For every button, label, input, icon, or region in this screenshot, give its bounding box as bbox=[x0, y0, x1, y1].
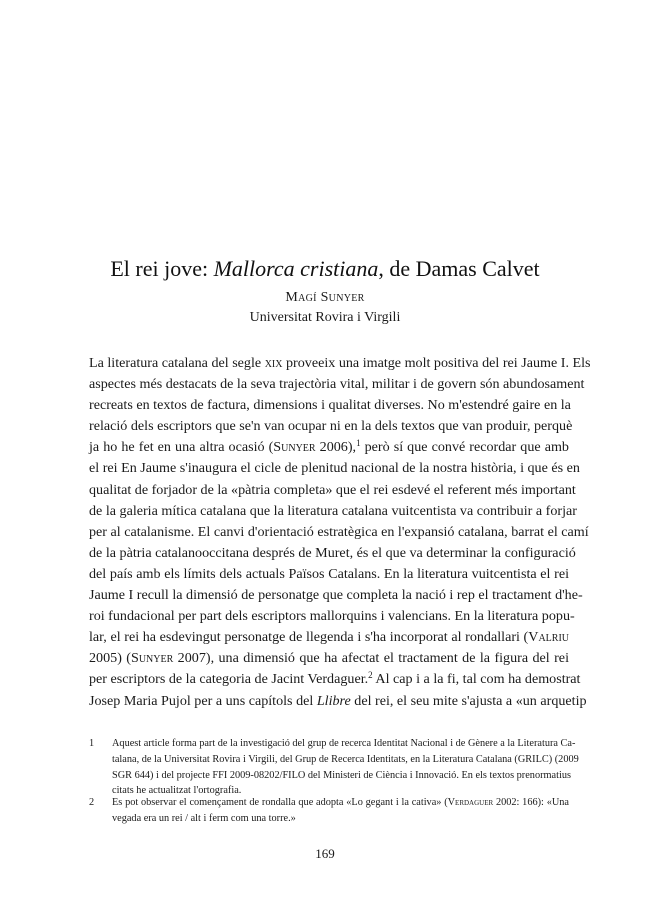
footnote-text: Es pot observar el començament de rondalla que adopta «Lo gegant i la cativa» (Verdaguer 2002: 166): «Una vegada era un rei / alt i ferm com una torre.» bbox=[112, 797, 569, 824]
body-line: roi fundacional per part dels escriptors mallorquins i valencians. En la literatura popu- bbox=[89, 608, 575, 625]
citation-author: Sunyer bbox=[130, 650, 174, 667]
title-part-2: , de Damas Calvet bbox=[378, 256, 540, 281]
citation-author: Sunyer bbox=[273, 439, 316, 456]
page-number: 169 bbox=[315, 846, 335, 861]
footnote-number: 2 bbox=[89, 797, 95, 808]
footnote-1 bbox=[89, 736, 579, 799]
footnote-2 bbox=[89, 795, 569, 827]
body-line: Josep Maria Pujol per a uns capítols del Llibre del rei, el seu mite s'ajusta a «un arquetip bbox=[89, 692, 587, 709]
footnote-text: Aquest article forma part de la investigació del grup de recerca Identitat Nacional i de Gènere a la Literatura Ca- talana, de la Universitat Rovira i Virgili, del Grup de Recerca Identitats, en la Literatura Catalana (GRILC) (2009 SGR 644) i del projecte FFI 2009-08202/FILO del Ministeri de Ciència i Innovació. En els textos prenormatius citats he actualitzat l'ortografia. bbox=[112, 738, 579, 797]
article-title bbox=[0, 254, 650, 284]
body-paragraph bbox=[89, 353, 591, 712]
footnote-ref-1: 1 bbox=[356, 438, 361, 449]
title-italic-work: Mallorca cristiana bbox=[213, 256, 379, 281]
body-line: Jaume I recull la dimensió de personatge que completa la nació i rep el tractament d'he- bbox=[89, 587, 583, 604]
author-name: Magí Sunyer bbox=[285, 290, 365, 305]
italic-work-title: Llibre bbox=[316, 692, 351, 709]
title-part-1: El rei jove: bbox=[110, 256, 214, 281]
body-line: de la galeria mítica catalana que la literatura catalana vuitcentista va contribuir a forjar bbox=[89, 502, 577, 519]
body-line: La literatura catalana del segle xix proveeix una imatge molt positiva del rei Jaume I. Els bbox=[89, 355, 591, 371]
footnote-ref-2: 2 bbox=[368, 670, 373, 681]
citation-author: Verdaguer bbox=[447, 797, 494, 808]
footnote-number: 1 bbox=[89, 738, 95, 749]
author-affiliation: Universitat Rovira i Virgili bbox=[249, 310, 401, 325]
body-line: lar, el rei ha esdevingut personatge de llegenda i s'ha incorporat al rondallari (Valriu bbox=[89, 629, 569, 646]
body-line: 2005) (Sunyer 2007), una dimensió que ha afectat el tractament de la figura del rei bbox=[89, 650, 569, 667]
body-line: de la pàtria catalanooccitana després de Muret, és el que va determinar la configuració bbox=[89, 544, 576, 561]
body-line: per al catalanisme. El canvi d'orientació estratègica en l'expansió catalana, barrat el camí bbox=[89, 523, 589, 540]
body-line: aspectes més destacats de la seva trajectòria vital, militar i de govern són abundosament bbox=[89, 376, 585, 393]
body-line: el rei En Jaume s'inaugura el cicle de plenitud nacional de la nostra història, i que és en bbox=[89, 460, 580, 477]
body-line: per escriptors de la categoria de Jacint Verdaguer.$^2$ Al cap i a la fi, tal com ha demostrat bbox=[89, 670, 581, 688]
citation-author: Valriu bbox=[528, 629, 569, 646]
body-line: del país amb els límits dels actuals Països Catalans. En la literatura vuitcentista el rei bbox=[89, 565, 569, 582]
body-line: qualitat de forjador de la «pàtria completa» que el rei esdevé el referent més important bbox=[89, 481, 576, 498]
body-line: relació dels escriptors que se'n van ocupar ni en la dels textos que van produir, perquè bbox=[89, 418, 573, 435]
body-line: ja ho he fet en una altra ocasió (Sunyer 2006),$^1$ però sí que convé recordar que amb bbox=[89, 438, 569, 456]
body-line: recreats en textos de factura, dimensions i qualitat diverses. No m'estendré gaire en la bbox=[89, 397, 571, 414]
